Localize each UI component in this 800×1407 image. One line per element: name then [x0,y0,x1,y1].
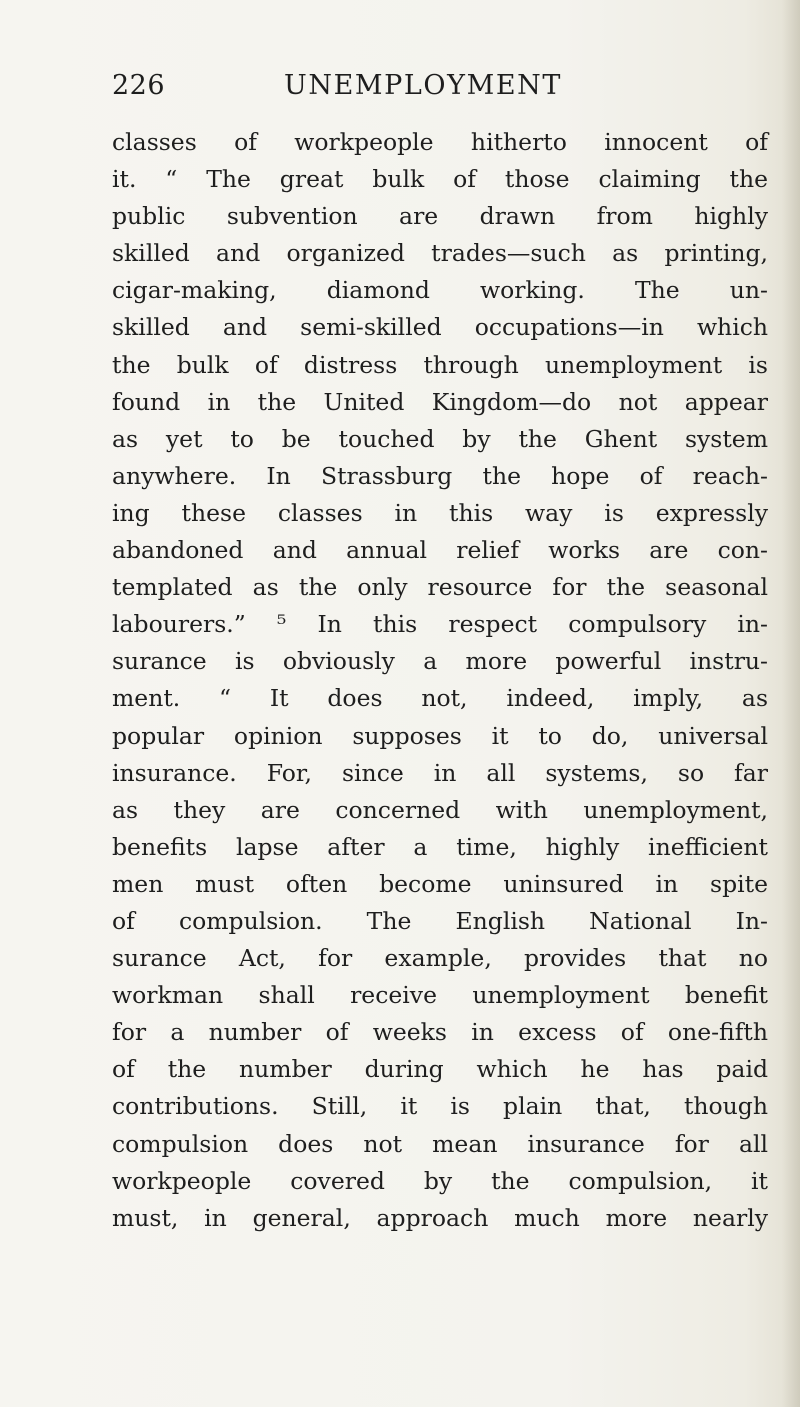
page-edge-shadow [782,0,800,1407]
text-line: workman shall receive unemployment benefit [112,981,768,1010]
text-line: classes of workpeople hitherto innocent of [112,128,768,156]
text-line: anywhere. In Strassburg the hope of reach- [112,461,768,490]
text-line: public subvention are drawn from highly [112,202,768,231]
text-line: must, in general, approach much more nearly [112,1203,768,1232]
text-line: for a number of weeks in excess of one-fifth [112,1018,768,1047]
text-line: of compulsion. The English National In- [112,906,768,935]
text-line: of the number during which he has paid [112,1055,768,1084]
text-line: found in the United Kingdom—do not appear [112,387,768,416]
text-line: surance is obviously a more powerful instru- [112,647,768,676]
text-line: skilled and semi-skilled occupations—in which [112,313,768,342]
text-line: men must often become uninsured in spite [112,869,768,898]
text-line: contributions. Still, it is plain that, though [112,1092,768,1121]
text-line: insurance. For, since in all systems, so far [112,758,768,787]
text-line: popular opinion supposes it to do, universal [112,721,768,750]
text-line: surance Act, for example, provides that no [112,944,768,973]
text-line: as they are concerned with unemployment, [112,795,768,824]
text-line: the bulk of distress through unemployment is [112,350,768,379]
text-line: as yet to be touched by the Ghent system [112,424,768,453]
text-line: labourers.” ⁵ In this respect compulsory in- [112,610,768,639]
page-header [112,66,732,106]
text-line: abandoned and annual relief works are con- [112,536,768,565]
running-head: UNEMPLOYMENT [284,70,562,101]
body-text [112,124,768,1237]
text-line: workpeople covered by the compulsion, it [112,1166,768,1195]
text-line: ing these classes in this way is expressly [112,498,768,527]
text-line: ment. “ It does not, indeed, imply, as [112,684,768,713]
page-number: 226 [112,70,166,101]
text-line: compulsion does not mean insurance for all [112,1129,768,1158]
text-line: benefits lapse after a time, highly inefficient [112,832,768,861]
text-line: skilled and organized trades—such as printing, [112,239,768,268]
text-line: cigar-making, diamond working. The un- [112,276,768,305]
text-line: it. “ The great bulk of those claiming the [112,165,768,194]
text-line: templated as the only resource for the seasonal [112,573,768,602]
